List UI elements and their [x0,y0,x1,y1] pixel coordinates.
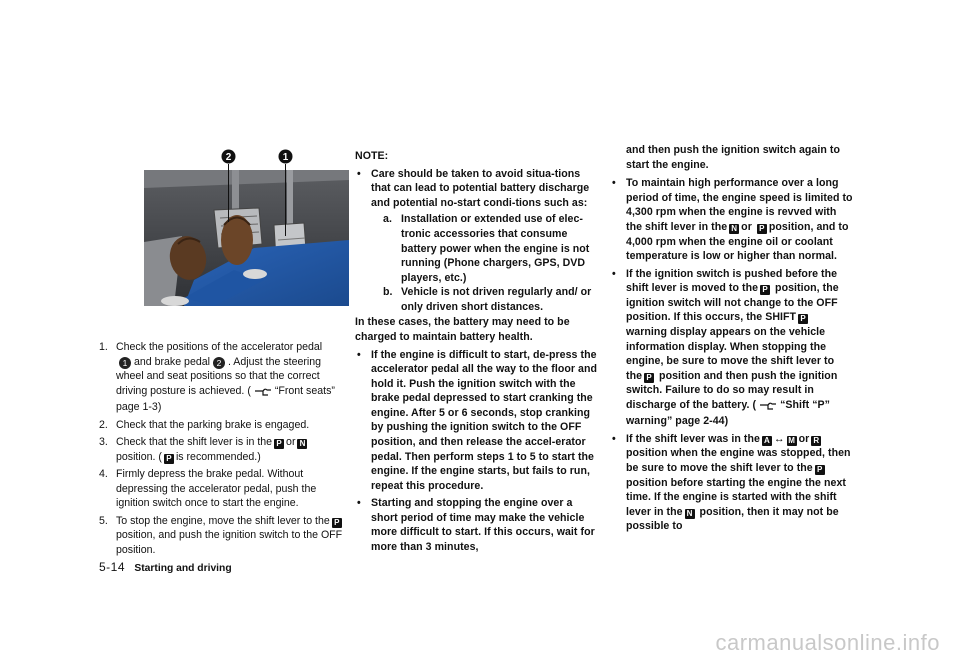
page-number: 5-14 [99,560,126,574]
hand-pointer-icon [254,386,272,401]
step-number: 3. [99,436,108,449]
pedals-illustration [144,170,349,306]
sub-letter: b. [383,286,393,299]
steps-column [99,340,349,560]
key-r-icon: R [811,436,821,446]
circle-2-icon: 2 [213,357,225,369]
bullet-shift-p-warning [610,267,853,430]
callout-brake-line [228,164,229,222]
note-bullet-battery [355,167,600,315]
callout-2-label: 2 [225,152,232,164]
key-p-icon: P [760,285,770,295]
sub-text: Vehicle is not driven regularly and/ or only driven short distances. [401,286,592,313]
circle-1-icon: 1 [119,357,131,369]
key-n-icon: N [297,439,307,449]
bullet-text: warning display appears on the vehicle information display. When stopping the engine, be sure to move the shift lever to the [626,325,835,382]
bullet-icon: • [357,348,361,361]
step-number: 1. [99,341,108,353]
key-p-icon: P [815,465,825,475]
key-p-icon: P [164,454,174,464]
bullet-text: position, the ignition switch will not change to the OFF position. If this occurs, the SHIFT [626,282,839,324]
step-number: 2. [99,418,108,431]
step-text: or [286,436,296,449]
bullet-text: Starting and stopping the engine over a short period of time may make the vehicle more difficult to start. If this occurs, wait for more than 3 minutes, [371,497,595,554]
arrow-icon: ↔ [773,432,785,445]
step-number: 4. [99,468,108,481]
sub-item-a [383,212,600,285]
step-number: 5. [99,514,108,527]
step-text: Check the positions of the accelerator pedal [116,341,323,353]
bullet-manual-mode [610,432,853,534]
bullet-icon: • [612,177,616,190]
bullet-text: position and then push the ignition switch. Failure to do so may result in discharge of the battery. ( [626,369,838,411]
note-bullet-difficult-start [355,348,600,494]
bullet-text: “Shift “P” warning” page 2-44) [626,398,831,428]
key-a-icon: A [762,436,772,446]
key-p-icon: P [332,518,342,528]
step-4 [99,467,349,511]
bullet-text: position, and to 4,000 rpm when the engine oil or coolant temperature is low or higher than normal. [626,220,849,263]
bullet-icon: • [612,267,616,280]
callout-1-label: 1 [282,152,289,164]
step-1 [99,340,349,415]
note-column [355,149,600,557]
sub-item-b [383,285,600,314]
watermark: carmanualsonline.info [715,630,940,655]
key-p-icon: P [644,373,654,383]
step-text: . Adjust the steering wheel and seat positions so that the correct driving posture is achieved. ( [116,355,322,397]
bullet-text: position, then it may not be possible to [626,505,839,533]
note-after-text: In these cases, the battery may need to be charged to maintain battery health. [355,316,570,343]
step-2 [99,418,349,433]
bullet-icon: • [612,432,616,445]
bullet-text: To maintain high performance over a long period of time, the engine speed is limited to 4,300 rpm when the engine is revved with the shift lever in the [626,177,853,233]
step-5 [99,514,349,558]
bullet-text: position before starting the engine the next time. If the engine is started with the shift lever in the [626,476,846,518]
step-text: and brake pedal [134,355,210,368]
step-3 [99,435,349,464]
step-text: Firmly depress the brake pedal. Without depressing the accelerator pedal, push the ignition switch once to start the engine. [116,468,317,510]
page-footer [99,560,232,574]
bullet-text: If the engine is difficult to start, de-press the accelerator pedal all the way to the floor and hold it. Push the ignition switch with the brake pedal depressed to start cranking the engine. After 5 or 6 seconds, stop cranking by pushing the ignition switch to the OFF position, and then release the accel-erator pedal. Then perform steps 1 to 5 to start the engine. If the engine starts, but fails to run, repeat this procedure. [371,348,598,492]
note-heading: NOTE: [355,150,389,162]
continued-column [610,143,853,537]
key-p-icon: P [798,314,808,324]
bullet-text: position when the engine was stopped, then be sure to move the shift lever to the [626,447,851,475]
step-text: To stop the engine, move the shift lever to the [116,514,330,527]
continued-text: and then push the ignition switch again to start the engine. [626,144,840,171]
bullet-text: or [798,432,810,445]
sub-letter: a. [383,213,392,226]
bullet-icon: • [357,167,361,180]
step-text: “Front seats” page 1-3) [116,384,335,414]
step-text: position, and push the ignition switch to the OFF position. [116,529,343,556]
key-p-icon: P [274,439,284,449]
step-text: Check that the parking brake is engaged. [116,418,310,431]
step-text: Check that the shift lever is in the [116,436,273,449]
key-n-icon: N [685,509,695,519]
step-text: is recommended.) [175,450,261,463]
key-p-icon: P [757,224,767,234]
callout-accelerator-line [285,164,286,236]
bullet-text: If the shift lever was in the [626,432,760,445]
key-m-icon: M [788,435,795,445]
callout-accelerator [278,149,293,164]
hand-pointer-icon [759,400,777,415]
bullet-rpm-limit [610,176,853,264]
bullet-text: If the ignition switch is pushed before the shift lever is moved to the [626,267,838,295]
note-bullet-short-period [355,496,600,554]
bullet-text: or [741,220,752,233]
callout-brake [221,149,236,164]
step-text: position. ( [116,450,162,463]
bullet-icon: • [357,497,361,510]
section-title: Starting and driving [134,563,232,574]
sub-text: Installation or extended use of elec-tronic accessories that consume battery power when the engine is not running (Phone chargers, GPS, DVD players, etc.) [401,213,590,284]
bullet-text: Care should be taken to avoid situa-tions that can lead to potential battery discharge and potential no-start condi-tions such as: [371,167,590,209]
pedal-photo [144,170,349,306]
key-n-icon: N [729,224,739,234]
